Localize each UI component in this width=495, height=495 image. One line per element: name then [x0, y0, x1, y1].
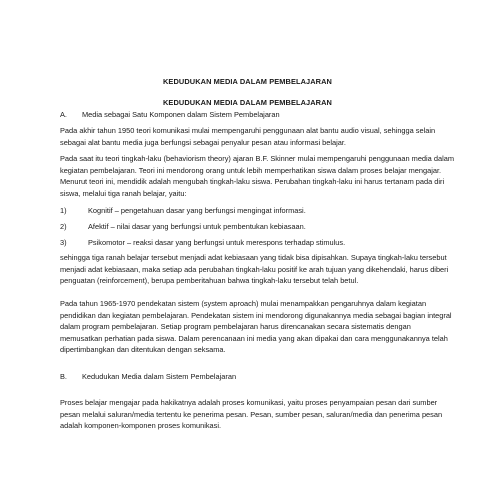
list-item-3-text: Psikomotor – reaksi dasar yang berfungsi untuk merespons terhadap stimulus. [88, 238, 346, 247]
section-a-heading-text: Media sebagai Satu Komponen dalam Sistem Pembelajaran [82, 110, 280, 119]
list-item-2-number: 2) [60, 222, 67, 231]
section-a-heading [60, 110, 280, 119]
paragraph-5: Proses belajar mengajar pada hakikatnya adalah proses komunikasi, yaitu proses penyampaian pesan dari sumber pesan melalui saluran/media tertentu ke penerima pesan. Pesan, sumber pesan, saluran/media dan penerima pesan adalah komponen-komponen proses komunikasi. [60, 398, 443, 431]
list-item-1-text: Kognitif – pengetahuan dasar yang berfungsi mengingat informasi. [88, 206, 306, 215]
list-item-2-text: Afektif – nilai dasar yang berfungsi untuk pembentukan kebiasaan. [88, 222, 306, 231]
list-item-3 [60, 238, 345, 247]
list-item-3-number: 3) [60, 238, 67, 247]
paragraph-3: sehingga tiga ranah belajar tersebut menjadi adat kebiasaan yang tidak bisa dipisahkan. Supaya tingkah-laku tersebut menjadi adat kebiasaan, maka setiap ada perubahan tingkah-laku positif ke arah tujuan yang dikehendaki, harus diberi penguatan (reinforcement), berupa pemberitahuan bahwa tingkah-laku tersebut telah betul. [60, 253, 449, 286]
section-b-marker: B. [60, 372, 67, 381]
section-b-heading [60, 372, 236, 381]
document-subtitle: KEDUDUKAN MEDIA DALAM PEMBELAJARAN [162, 98, 332, 107]
section-b-heading-text: Kedudukan Media dalam Sistem Pembelajaran [82, 372, 237, 381]
list-item-1 [60, 206, 306, 215]
paragraph-1: Pada akhir tahun 1950 teori komunikasi mulai mempengaruhi penggunaan alat bantu audio visual, sehingga selain sebagai alat bantu media juga berfungsi sebagai penyalur pesan atau informasi belajar. [60, 126, 436, 147]
paragraph-4: Pada tahun 1965-1970 pendekatan sistem (system aproach) mulai menampakkan pengaruhnya dalam kegiatan pendidikan dan kegiatan pembelajaran. Pendekatan sistem ini mendorong digunakannya media sebagai bagian integral dalam program pembelajaran. Setiap program pembelajaran harus direncanakan secara sistematis dengan memusatkan perhatian pada siswa. Dalam perencanaan ini media yang akan dipakai dan cara menggunakannya telah dipertimbangkan dan ditentukan dengan seksama. [60, 299, 452, 355]
document-title: KEDUDUKAN MEDIA DALAM PEMBELAJARAN [162, 77, 332, 86]
list-item-1-number: 1) [60, 206, 67, 215]
section-a-marker: A. [60, 110, 67, 119]
paragraph-2: Pada saat itu teori tingkah-laku (behaviorism theory) ajaran B.F. Skinner mulai mempengaruhi penggunaan media dalam kegiatan pembelajaran. Teori ini mendorong orang untuk lebih memperhatikan siswa dalam proses belajar mengajar. Menurut teori ini, mendidik adalah mengubah tingkah-laku siswa. Perubahan tingkah-laku ini harus tertanam pada diri siswa, melalui tiga ranah belajar, yaitu: [60, 154, 454, 198]
list-item-2 [60, 222, 306, 231]
